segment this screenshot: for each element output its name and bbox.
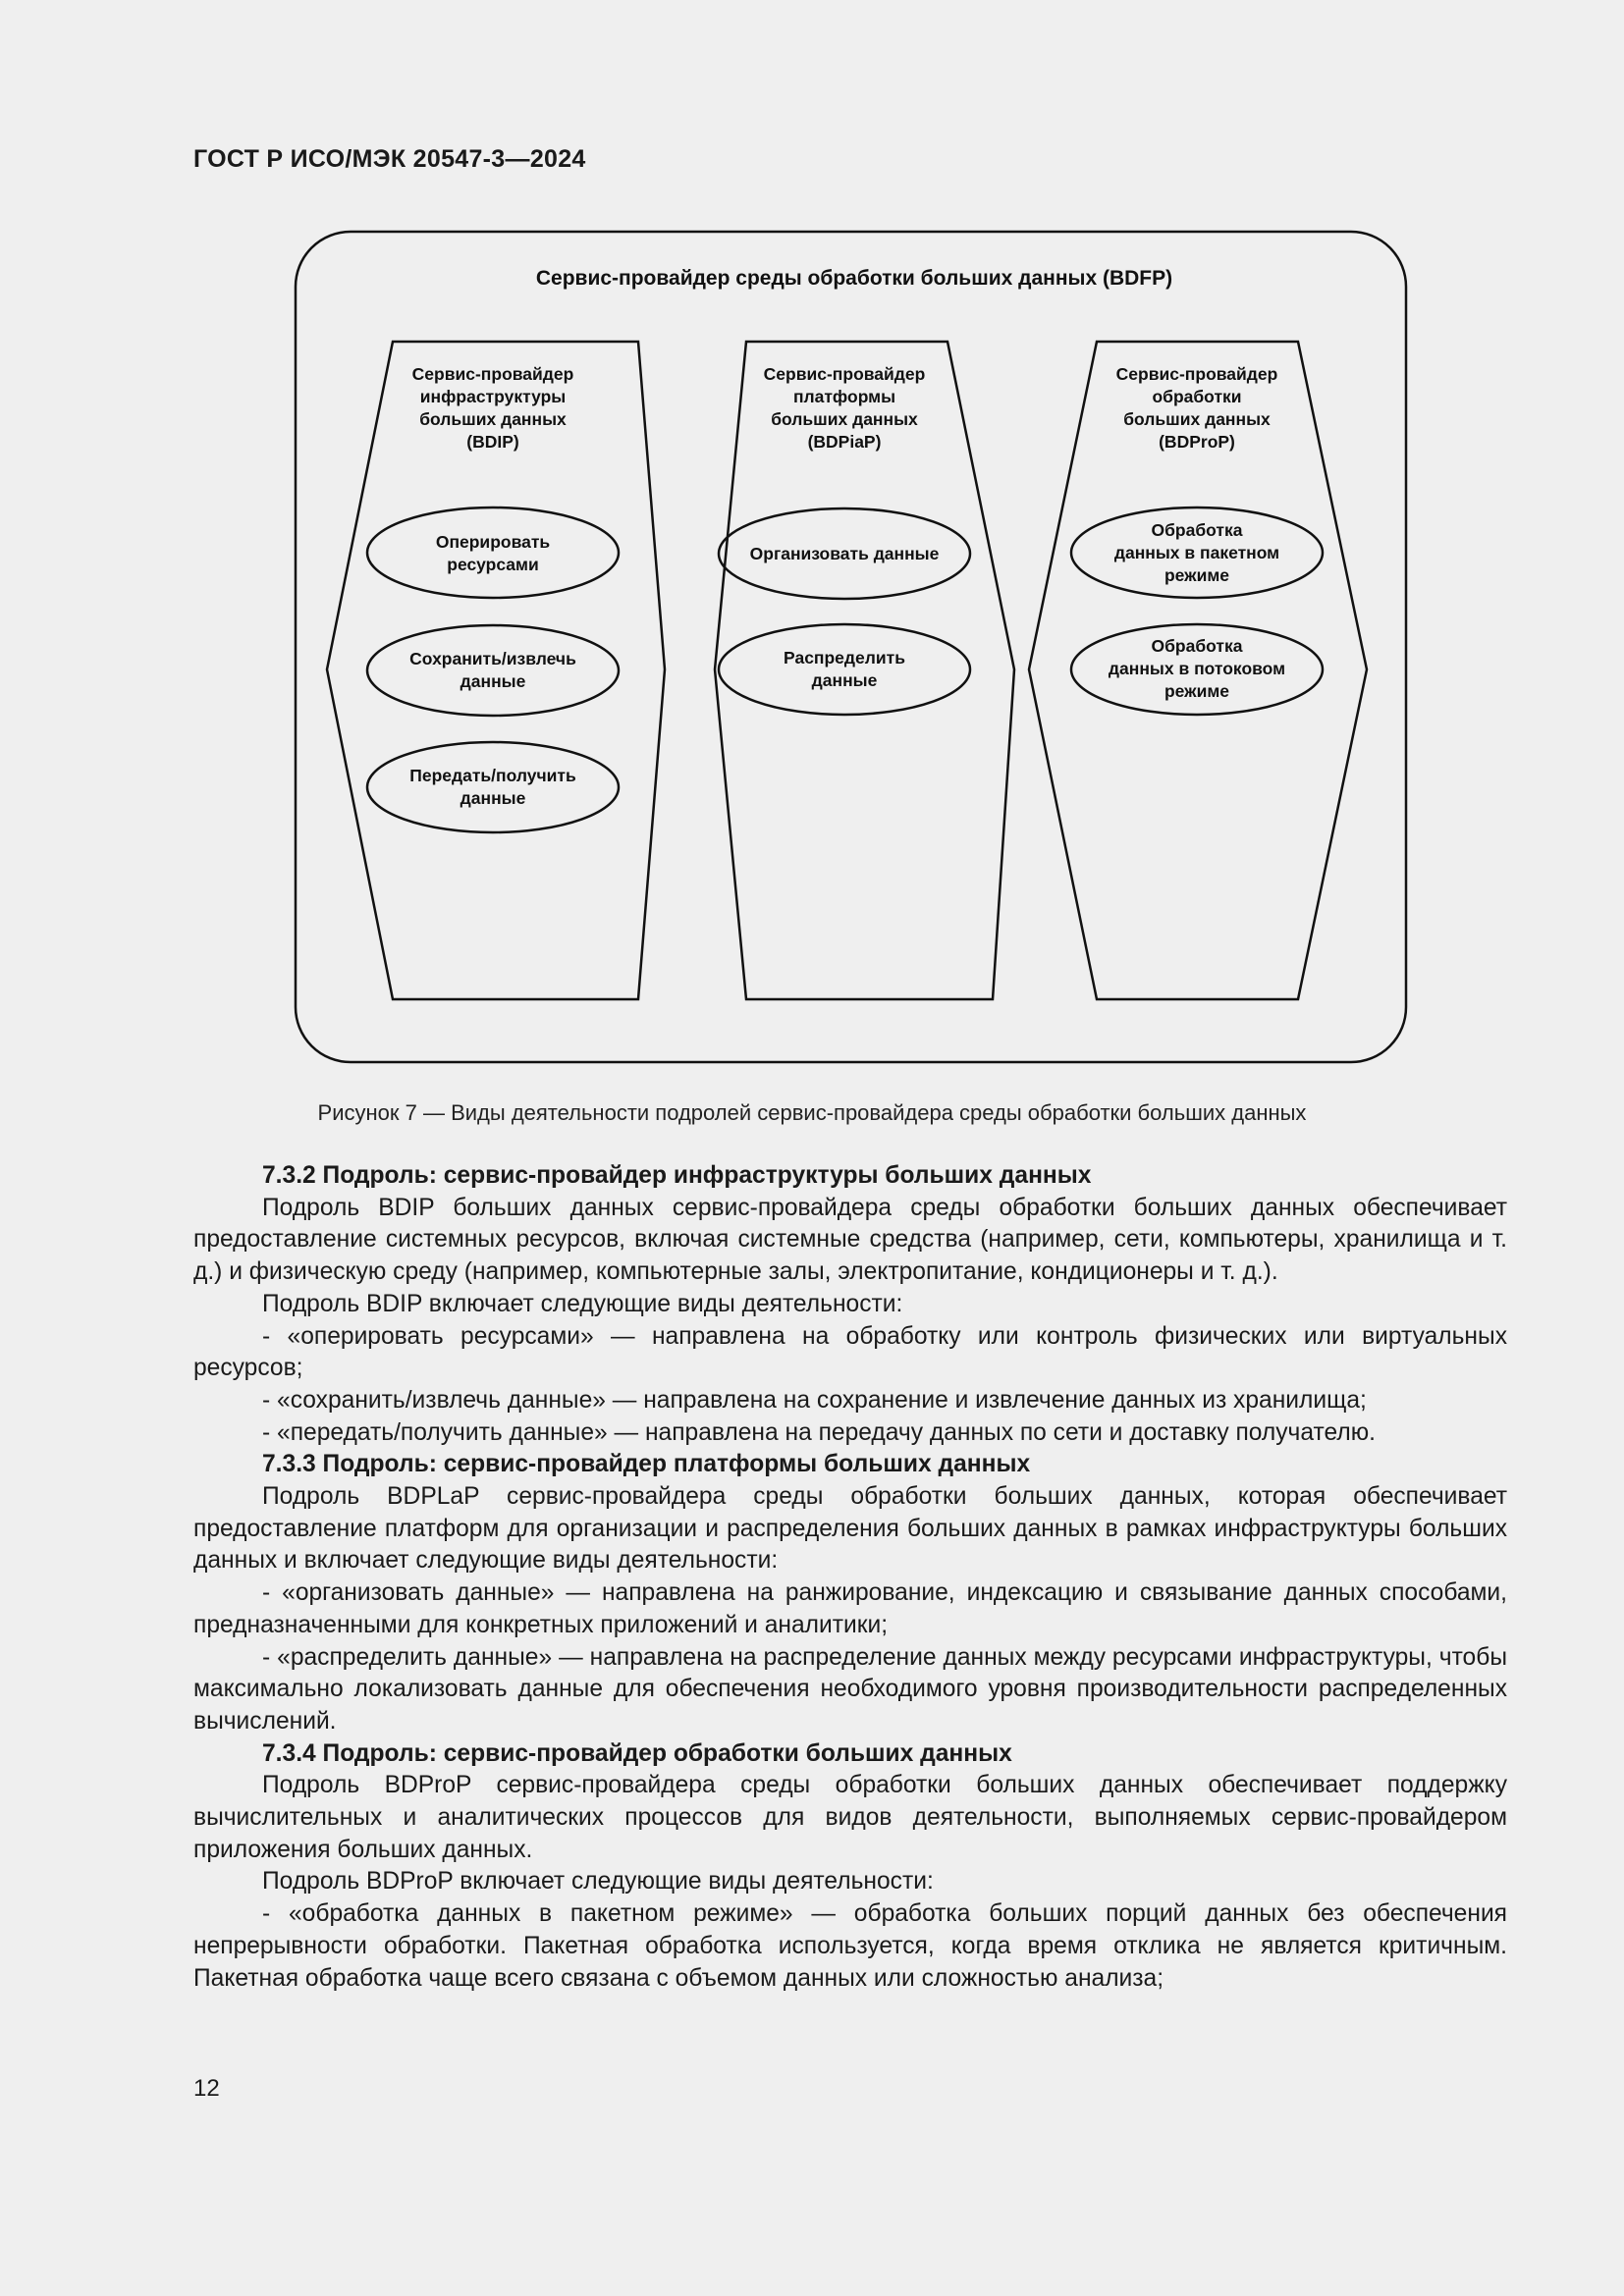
bdpiap-title-line: (BDPiaP): [807, 432, 882, 452]
bdpiap-column: [715, 342, 1014, 999]
list-item: - «распределить данные» — направлена на распределение данных между ресурсами инфраструктуры, чтобы максимально локализовать данные для обеспечения необходимого уровня производительности распределенных вычислений.: [193, 1643, 1507, 1735]
activity-distribute-data-label: [784, 648, 905, 690]
activity-stream-processing-label-line: данных в потоковом: [1108, 659, 1286, 678]
bdprop-title-line: Сервис-провайдер: [1115, 364, 1278, 384]
list-item: - «организовать данные» — направлена на ранжирование, индексацию и связывание данных способами, предназначенными для конкретных приложений и аналитики;: [193, 1579, 1507, 1638]
figure-caption: Рисунок 7 — Виды деятельности подролей сервис-провайдера среды обработки больших данных: [317, 1100, 1307, 1125]
bdip-title-line: инфраструктуры: [419, 387, 567, 406]
bdpiap-title: [764, 364, 926, 452]
list-item: - «сохранить/извлечь данные» — направлена на сохранение и извлечение данных из хранилища;: [262, 1386, 1367, 1414]
activity-store-retrieve: [367, 625, 619, 716]
activity-operate-resources-label-line: Оперировать: [435, 532, 551, 552]
section-heading-7-3-3: 7.3.3 Подроль: сервис-провайдер платформы больших данных: [262, 1451, 1031, 1478]
bdpiap-title-line: Сервис-провайдер: [763, 364, 926, 384]
paragraph: Подроль BDPLaP сервис-провайдера среды обработки больших данных, которая обеспечивает предоставление платформ для организации и распределения больших данных в рамках инфраструктуры больших данных и включает следующие виды деятельности:: [193, 1483, 1507, 1575]
activity-store-retrieve-label-line: Сохранить/извлечь: [409, 649, 576, 668]
activity-operate-resources: [367, 507, 619, 598]
activity-send-receive: [367, 742, 619, 832]
bdfp-title: Сервис-провайдер среды обработки больших данных (BDFP): [535, 267, 1173, 290]
activity-organize-data-label-line: Организовать данные: [749, 544, 940, 563]
activity-store-retrieve-label: [409, 649, 576, 691]
section-heading-7-3-2: 7.3.2 Подроль: сервис-провайдер инфраструктуры больших данных: [262, 1162, 1092, 1189]
bdprop-title-line: обработки: [1152, 387, 1242, 406]
paragraph: Подроль BDIP включает следующие виды деятельности:: [262, 1290, 903, 1317]
list-item: - «передать/получить данные» — направлена на передачу данных по сети и доставку получателю.: [262, 1418, 1376, 1446]
activity-batch-processing-label-line: режиме: [1164, 565, 1230, 585]
section-heading-7-3-4: 7.3.4 Подроль: сервис-провайдер обработки больших данных: [262, 1739, 1012, 1767]
activity-distribute-data-label-line: данные: [811, 670, 878, 690]
activity-send-receive-label-line: Передать/получить: [409, 766, 576, 785]
bdip-title-line: Сервис-провайдер: [411, 364, 574, 384]
bdip-title-line: (BDIP): [466, 432, 519, 452]
activity-stream-processing-label-line: Обработка: [1151, 636, 1243, 656]
bdip-title-line: больших данных: [419, 409, 567, 429]
activity-distribute-data: [719, 624, 970, 715]
activity-distribute-data-label-line: Распределить: [784, 648, 905, 667]
activity-batch-processing-label: [1114, 520, 1279, 585]
activity-operate-resources-label: [436, 532, 551, 574]
paragraph: Подроль BDProP включает следующие виды деятельности:: [262, 1868, 934, 1896]
bdprop-title-line: (BDProP): [1159, 432, 1235, 452]
bdprop-column: [1029, 342, 1367, 999]
page-number: 12: [193, 2075, 220, 2102]
bdpiap-title-line: больших данных: [771, 409, 918, 429]
activity-batch-processing-label-line: Обработка: [1151, 520, 1243, 540]
paragraph: Подроль BDProP сервис-провайдера среды обработки больших данных обеспечивает поддержку вычислительных и аналитических процессов для видов деятельности, выполняемых сервис-провайдером приложения больших данных.: [193, 1772, 1507, 1863]
activity-send-receive-label-line: данные: [460, 788, 526, 808]
figure-7: [0, 0, 1624, 1090]
paragraph: Подроль BDIP больших данных сервис-провайдера среды обработки больших данных обеспечивает предоставление системных ресурсов, включая системные средства (например, сети, компьютеры, хранилища и т. д.) и физическую среду (например, компьютерные залы, электропитание, кондиционеры и т. д.).: [193, 1194, 1507, 1286]
activity-send-receive-label: [409, 766, 576, 808]
activity-stream-processing-label-line: режиме: [1164, 681, 1230, 701]
activity-organize-data-label: [750, 544, 940, 563]
bdprop-title-line: больших данных: [1123, 409, 1271, 429]
bdip-title: [412, 364, 574, 452]
bdip-column: [327, 342, 665, 999]
body-text: [193, 1160, 1507, 1995]
activity-stream-processing-label: [1109, 636, 1285, 701]
list-item: - «обработка данных в пакетном режиме» — обработка больших порций данных без обеспечения непрерывности обработки. Пакетная обработка используется, когда время отклика не является критичным. Пакетная обработка чаще всего связана с объемом данных или сложностью анализа;: [193, 1900, 1507, 1992]
bdpiap-title-line: платформы: [792, 387, 896, 406]
document-header: ГОСТ Р ИСО/МЭК 20547-3—2024: [193, 145, 586, 173]
list-item: - «оперировать ресурсами» — направлена на обработку или контроль физических или виртуальных ресурсов;: [193, 1322, 1507, 1382]
bdprop-title: [1116, 364, 1278, 452]
activity-store-retrieve-label-line: данные: [460, 671, 526, 691]
activity-operate-resources-label-line: ресурсами: [447, 555, 539, 574]
activity-batch-processing-label-line: данных в пакетном: [1113, 543, 1280, 562]
